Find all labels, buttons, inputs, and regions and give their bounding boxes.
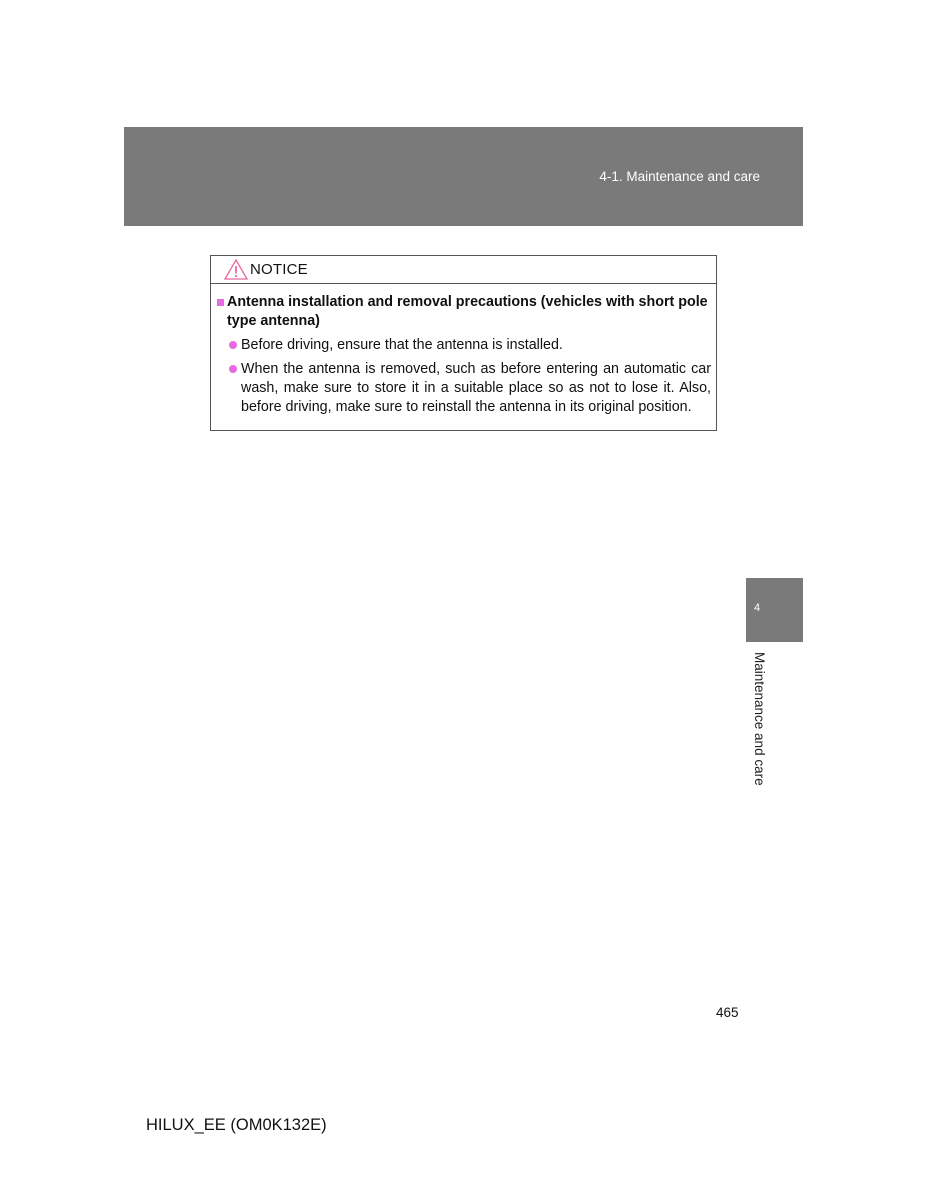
section-title: 4-1. Maintenance and care xyxy=(599,169,760,184)
chapter-tab xyxy=(746,578,803,642)
notice-subheading: Antenna installation and removal precautions (vehicles with short pole type antenna) xyxy=(227,294,708,329)
notice-header xyxy=(211,256,716,284)
notice-item: Before driving, ensure that the antenna is installed. xyxy=(241,337,563,353)
round-bullet-icon xyxy=(229,341,237,349)
square-bullet-icon xyxy=(217,299,224,306)
document-code: HILUX_EE (OM0K132E) xyxy=(146,1116,327,1134)
chapter-label: Maintenance and care xyxy=(752,652,767,786)
notice-box xyxy=(210,255,717,431)
round-bullet-icon xyxy=(229,365,237,373)
notice-label: NOTICE xyxy=(250,261,308,278)
header-band xyxy=(124,127,803,226)
chapter-number: 4 xyxy=(754,602,761,614)
notice-item: When the antenna is removed, such as before entering an automatic car wash, make sure to store it in a suitable place so as not to lose it. Also, before driving, make sure to reinstall the antenna in its original position. xyxy=(241,361,711,415)
page-number: 465 xyxy=(716,1005,739,1020)
warning-triangle-icon xyxy=(224,259,248,280)
